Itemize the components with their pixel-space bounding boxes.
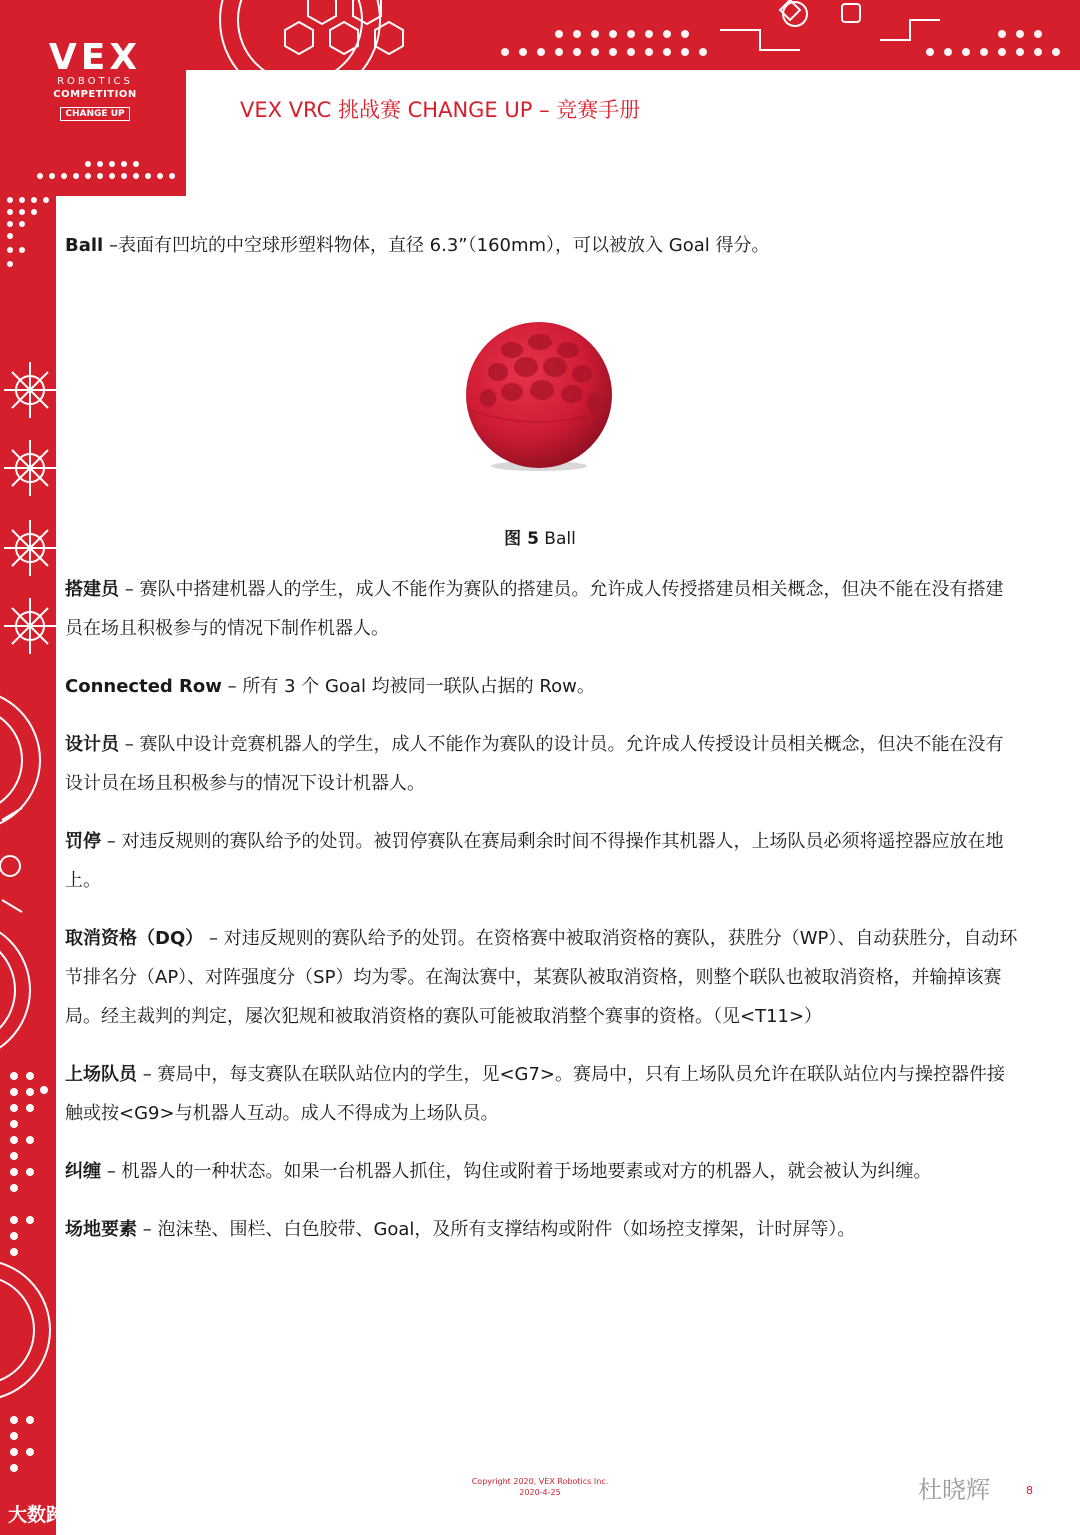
definition-term: 取消资格（DQ） xyxy=(65,928,204,949)
page-number: 8 xyxy=(1026,1484,1033,1497)
definition-item xyxy=(65,667,1020,706)
definition-item xyxy=(65,725,1020,803)
definitions-list xyxy=(65,570,1020,1268)
definition-term: Connected Row xyxy=(65,676,222,697)
footer-date: 2020-4-25 xyxy=(519,1488,561,1497)
figure-caption-text: Ball xyxy=(538,529,576,549)
definition-term: Ball xyxy=(65,235,104,256)
definition-text: – 泡沫垫、围栏、白色胶带、Goal，及所有支撑结构或附件（如场控支撑架，计时屏等）。 xyxy=(137,1219,856,1240)
vex-logo xyxy=(34,37,156,121)
logo-vex-text: VEX xyxy=(48,37,142,78)
definition-item xyxy=(65,919,1020,1036)
definition-text: – 赛队中设计竞赛机器人的学生，成人不能作为赛队的设计员。允许成人传授设计员相关概念，但决不能在没有设计员在场且积极参与的情况下设计机器人。 xyxy=(65,734,1004,794)
definition-text: – 对违反规则的赛队给予的处罚。在资格赛中被取消资格的赛队，获胜分（WP）、自动获胜分，自动环节排名分（AP）、对阵强度分（SP）均为零。在淘汰赛中，某赛队被取消资格，则整个联队也被取消资格，并输掉该赛局。经主裁判的判定，屡次犯规和被取消资格的赛队可能被取消整个赛事的资格。（见<T11>） xyxy=(65,928,1018,1027)
definition-term: 纠缠 xyxy=(65,1161,101,1182)
logo-game-badge: CHANGE UP xyxy=(60,107,129,121)
definition-text: – 赛队中搭建机器人的学生，成人不能作为赛队的搭建员。允许成人传授搭建员相关概念，但决不能在没有搭建员在场且积极参与的情况下制作机器人。 xyxy=(65,579,1004,639)
definition-text: – 对违反规则的赛队给予的处罚。被罚停赛队在赛局剩余时间不得操作其机器人，上场队员必须将遥控器应放在地上。 xyxy=(65,831,1004,891)
definition-text: – 机器人的一种状态。如果一台机器人抓住，钩住或附着于场地要素或对方的机器人，就会被认为纠缠。 xyxy=(101,1161,932,1182)
watermark-author: 杜晓辉 xyxy=(918,1476,990,1504)
document-title: VEX VRC 挑战赛 CHANGE UP – 竞赛手册 xyxy=(240,98,641,122)
definition-text: –表面有凹坑的中空球形塑料物体，直径 6.3”（160mm），可以被放入 Goal 得分。 xyxy=(103,235,770,256)
definition-term: 场地要素 xyxy=(65,1219,137,1240)
logo-competition-text: COMPETITION xyxy=(53,89,137,100)
definition-item xyxy=(65,570,1020,648)
watermark-channel: 大数跨境 xyxy=(8,1504,85,1526)
definition-item xyxy=(65,1210,1020,1249)
copyright-text: Copyright 2020, VEX Robotics Inc. xyxy=(471,1477,609,1486)
definition-term: 设计员 xyxy=(65,734,119,755)
definition-term: 罚停 xyxy=(65,831,101,852)
definition-text: – 赛局中，每支赛队在联队站位内的学生，见<G7>。赛局中，只有上场队员允许在联队站位内与操控器件接触或按<G9>与机器人互动。成人不得成为上场队员。 xyxy=(65,1064,1006,1124)
definition-item xyxy=(65,1152,1020,1191)
intro-paragraph xyxy=(65,226,1020,284)
definition-item xyxy=(65,822,1020,900)
definition-item xyxy=(65,1055,1020,1133)
figure-label: 图 5 xyxy=(504,529,539,549)
definition-term: 搭建员 xyxy=(65,579,119,600)
definition-term: 上场队员 xyxy=(65,1064,137,1085)
definition-text: – 所有 3 个 Goal 均被同一联队占据的 Row。 xyxy=(221,676,595,697)
logo-robotics-text: ROBOTICS xyxy=(57,76,133,87)
red-ball-image xyxy=(462,322,617,472)
figure-caption xyxy=(0,524,1080,549)
